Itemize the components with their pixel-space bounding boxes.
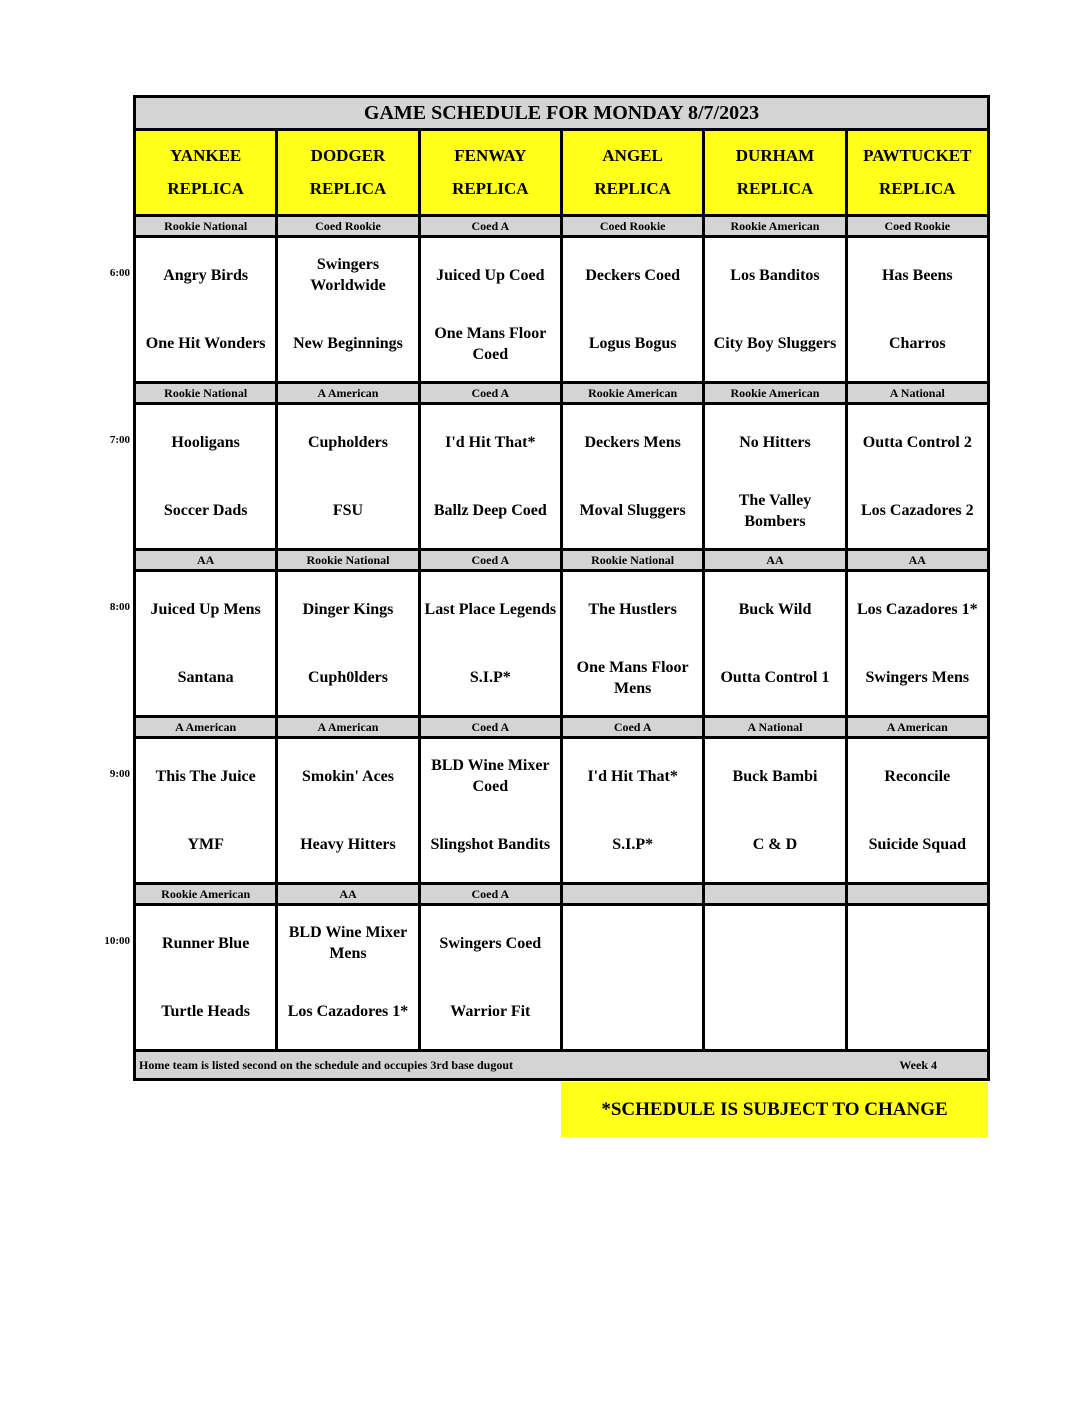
game-cell xyxy=(848,906,987,1049)
away-team: This The Juice xyxy=(155,767,256,785)
home-team: Suicide Squad xyxy=(868,836,966,854)
game-cell xyxy=(705,739,844,882)
home-team: S.I.P* xyxy=(469,669,511,687)
game-cell xyxy=(563,572,702,715)
field-header xyxy=(421,131,560,214)
game-cell xyxy=(136,906,275,1049)
away-team: Cupholders xyxy=(307,433,388,451)
home-team: Logus Bogus xyxy=(588,335,677,353)
game-cell xyxy=(136,572,275,715)
division-label: Rookie National xyxy=(136,384,275,402)
home-team: S.I.P* xyxy=(612,836,654,854)
home-team: One Hit Wonders xyxy=(145,335,266,353)
home-team: The Valley Bombers xyxy=(738,491,812,530)
away-team: Smokin' Aces xyxy=(301,767,394,785)
division-label: Coed Rookie xyxy=(563,217,702,235)
home-team: Warrior Fit xyxy=(450,1003,531,1021)
home-team: Cuph0lders xyxy=(307,669,388,687)
game-cell xyxy=(136,238,275,381)
field-sub: REPLICA xyxy=(167,179,244,198)
division-label: Rookie American xyxy=(563,384,702,402)
division-label: Rookie American xyxy=(705,384,844,402)
game-cell xyxy=(278,906,417,1049)
game-cell xyxy=(136,405,275,548)
away-team: BLD Wine Mixer Coed xyxy=(431,757,550,796)
away-team: Swingers Worldwide xyxy=(310,256,386,295)
away-team: Los Cazadores 1* xyxy=(857,600,978,618)
away-team: Juiced Up Coed xyxy=(436,266,545,284)
field-header-row xyxy=(136,131,987,214)
home-team: Charros xyxy=(889,335,946,353)
time-label: 9:00 xyxy=(109,767,130,780)
division-label: Coed A xyxy=(421,551,560,569)
field-header xyxy=(278,131,417,214)
division-label: Coed A xyxy=(421,217,560,235)
division-row xyxy=(136,551,987,569)
division-row xyxy=(136,384,987,402)
game-row xyxy=(136,572,987,715)
game-cell xyxy=(848,238,987,381)
home-team: Outta Control 1 xyxy=(720,669,830,687)
division-label: A American xyxy=(848,718,987,736)
game-cell xyxy=(848,739,987,882)
division-label xyxy=(848,885,987,903)
home-team: Heavy Hitters xyxy=(300,836,396,854)
game-cell xyxy=(278,739,417,882)
home-team xyxy=(705,978,844,1050)
home-team: Slingshot Bandits xyxy=(430,836,551,854)
field-header xyxy=(848,131,987,214)
home-team: New Beginnings xyxy=(293,335,403,353)
game-cell xyxy=(278,405,417,548)
game-row xyxy=(136,906,987,1049)
division-label: AA xyxy=(705,551,844,569)
away-team: Has Beens xyxy=(881,266,953,284)
game-cell xyxy=(705,238,844,381)
field-name: ANGEL xyxy=(602,146,663,165)
home-team: Swingers Mens xyxy=(865,669,970,687)
game-cell xyxy=(421,906,560,1049)
field-name: DURHAM xyxy=(735,146,815,165)
home-team: Los Cazadores 2 xyxy=(861,502,974,520)
field-sub: REPLICA xyxy=(309,179,387,198)
division-label: Rookie National xyxy=(278,551,417,569)
time-label: 7:00 xyxy=(109,433,130,446)
game-cell xyxy=(421,739,560,882)
division-label: Coed A xyxy=(563,718,702,736)
division-label: A National xyxy=(705,718,844,736)
home-team: Santana xyxy=(177,669,234,687)
game-cell xyxy=(563,238,702,381)
home-team: Los Cazadores 1* xyxy=(287,1003,409,1021)
away-team: Runner Blue xyxy=(162,934,250,952)
away-team: Swingers Coed xyxy=(439,934,542,952)
home-team: FSU xyxy=(332,502,364,520)
game-row xyxy=(136,739,987,882)
home-team: Soccer Dads xyxy=(163,502,248,520)
division-label: Coed A xyxy=(421,885,560,903)
division-row xyxy=(136,885,987,903)
away-team: Buck Bambi xyxy=(732,767,818,785)
away-team: I'd Hit That* xyxy=(445,433,536,451)
division-row xyxy=(136,217,987,235)
home-team: Ballz Deep Coed xyxy=(433,502,547,520)
away-team: Reconcile xyxy=(884,767,951,785)
field-name: PAWTUCKET xyxy=(863,146,972,165)
away-team: Deckers Coed xyxy=(585,266,680,284)
division-label: A American xyxy=(136,718,275,736)
home-team: City Boy Sluggers xyxy=(713,335,837,353)
week-label: Week 4 xyxy=(899,1057,937,1072)
game-cell xyxy=(136,739,275,882)
field-sub: REPLICA xyxy=(879,179,956,198)
away-team xyxy=(848,906,987,978)
game-cell xyxy=(563,405,702,548)
field-name: YANKEE xyxy=(170,146,242,165)
page-title: GAME SCHEDULE FOR MONDAY 8/7/2023 xyxy=(136,98,987,128)
division-label: Rookie National xyxy=(136,217,275,235)
game-cell xyxy=(278,572,417,715)
schedule-notice: *SCHEDULE IS SUBJECT TO CHANGE xyxy=(561,1082,988,1137)
home-team xyxy=(848,978,987,1050)
time-slots xyxy=(136,217,987,1049)
division-label: Coed Rookie xyxy=(848,217,987,235)
away-team: Buck Wild xyxy=(738,600,812,618)
game-cell xyxy=(705,906,844,1049)
home-team: YMF xyxy=(187,836,224,854)
division-label: Coed A xyxy=(421,718,560,736)
home-team: Moval Sluggers xyxy=(579,502,686,520)
away-team xyxy=(563,906,702,978)
game-cell xyxy=(705,572,844,715)
home-team: One Mans Floor Coed xyxy=(434,324,547,363)
away-team: Dinger Kings xyxy=(302,600,394,618)
field-name: DODGER xyxy=(310,146,386,165)
division-label: Rookie National xyxy=(563,551,702,569)
field-header xyxy=(136,131,275,214)
time-label: 10:00 xyxy=(104,934,130,947)
game-cell xyxy=(563,739,702,882)
division-label: A American xyxy=(278,718,417,736)
game-cell xyxy=(705,405,844,548)
field-header xyxy=(705,131,844,214)
field-sub: REPLICA xyxy=(452,179,529,198)
home-team xyxy=(563,978,702,1050)
away-team: BLD Wine Mixer Mens xyxy=(288,924,408,963)
away-team: The Hustlers xyxy=(588,600,677,618)
time-label: 6:00 xyxy=(109,266,130,279)
division-label xyxy=(705,885,844,903)
division-row xyxy=(136,718,987,736)
division-label: Rookie American xyxy=(705,217,844,235)
away-team: Hooligans xyxy=(171,433,240,451)
division-label: AA xyxy=(848,551,987,569)
home-team: C & D xyxy=(752,836,798,854)
game-cell xyxy=(421,405,560,548)
away-team: No Hitters xyxy=(739,433,811,451)
division-label xyxy=(563,885,702,903)
away-team: I'd Hit That* xyxy=(587,767,678,785)
field-header xyxy=(563,131,702,214)
division-label: A National xyxy=(848,384,987,402)
home-team: Turtle Heads xyxy=(161,1003,251,1021)
time-label: 8:00 xyxy=(109,600,130,613)
division-label: Rookie American xyxy=(136,885,275,903)
division-label: AA xyxy=(278,885,417,903)
field-sub: REPLICA xyxy=(736,179,814,198)
away-team xyxy=(705,906,844,978)
game-cell xyxy=(848,405,987,548)
home-team: One Mans Floor Mens xyxy=(576,658,689,697)
footer-bar xyxy=(136,1052,987,1078)
footer-note: Home team is listed second on the schedule and occupies 3rd base dugout xyxy=(139,1057,514,1072)
game-cell xyxy=(848,572,987,715)
game-cell xyxy=(421,238,560,381)
game-row xyxy=(136,238,987,381)
division-label: A American xyxy=(278,384,417,402)
field-sub: REPLICA xyxy=(594,179,671,198)
game-cell xyxy=(421,572,560,715)
away-team: Juiced Up Mens xyxy=(150,600,261,618)
schedule-table xyxy=(133,95,990,1081)
division-label: AA xyxy=(136,551,275,569)
away-team: Los Banditos xyxy=(730,266,820,284)
away-team: Outta Control 2 xyxy=(862,433,972,451)
game-row xyxy=(136,405,987,548)
away-team: Last Place Legends xyxy=(424,600,557,618)
away-team: Deckers Mens xyxy=(584,433,681,451)
game-cell xyxy=(278,238,417,381)
away-team: Angry Birds xyxy=(163,266,249,284)
game-cell xyxy=(563,906,702,1049)
division-label: Coed Rookie xyxy=(278,217,417,235)
division-label: Coed A xyxy=(421,384,560,402)
field-name: FENWAY xyxy=(454,146,527,165)
